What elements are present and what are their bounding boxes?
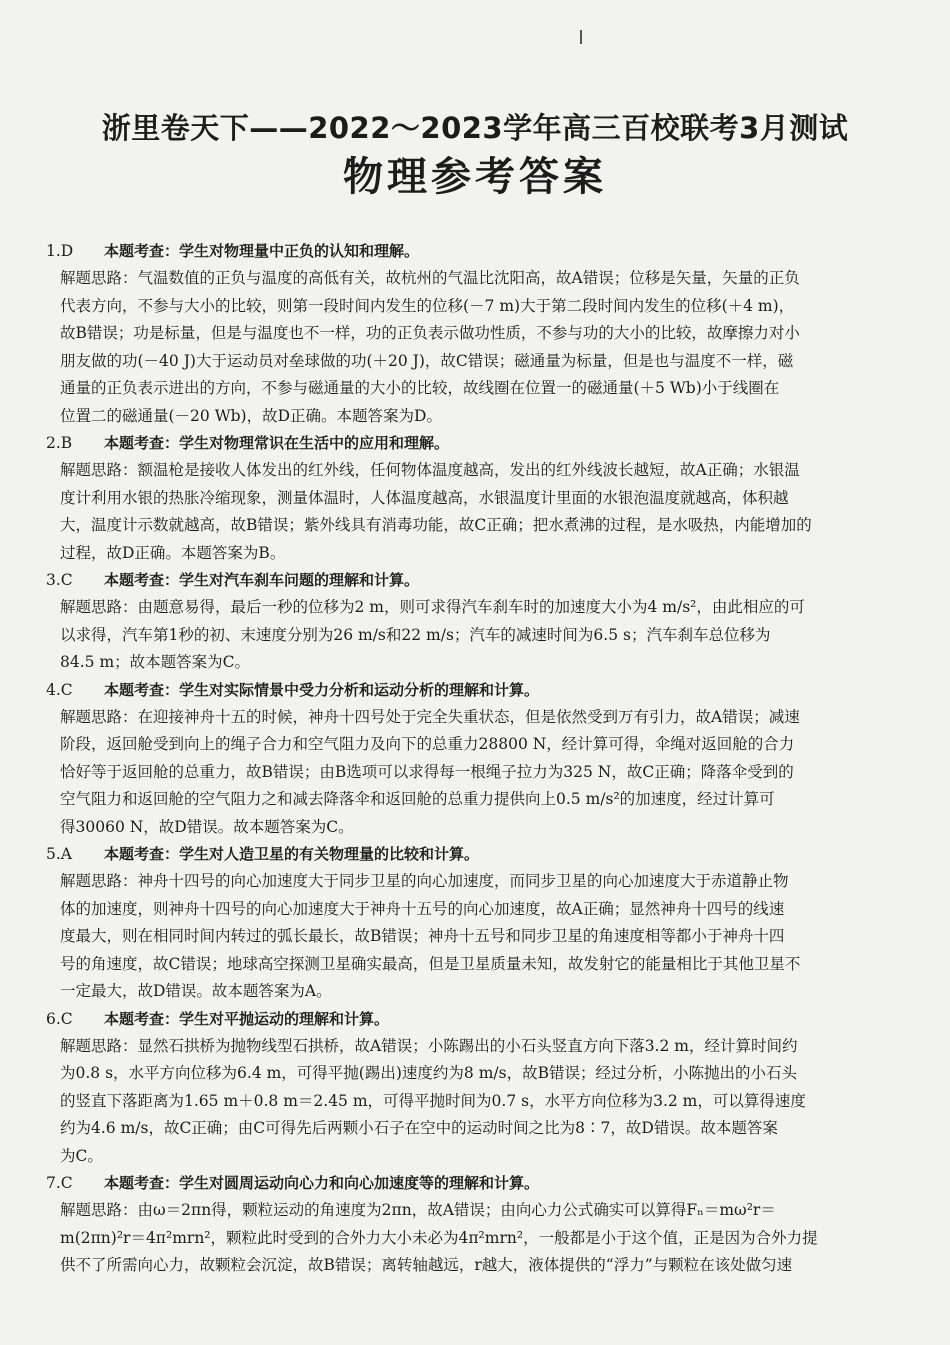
top-tick-mark [580, 30, 582, 44]
answer-focus: 本题考查：学生对圆周运动向心力和向心加速度等的理解和计算。 [104, 1174, 540, 1192]
explanation-line: 通量的正负表示进出的方向，不参与磁通量的大小的比较，故线圈在位置一的磁通量(＋5 Wb)小于线圈在 [60, 379, 780, 397]
document-header [0, 108, 950, 204]
explanation-line: 为C。 [60, 1146, 103, 1165]
answer-list [46, 238, 916, 1280]
explanation-line: 约为4.6 m/s，故C正确；由C可得先后两颗小石子在空中的运动时间之比为8∶7，故D错误。故本题答案 [60, 1119, 778, 1137]
answer-focus: 本题考查：学生对人造卫星的有关物理量的比较和计算。 [104, 845, 480, 863]
answer-explanation [46, 868, 916, 1006]
answer-number: 4.C [46, 680, 73, 699]
explanation-line: 84.5 m；故本题答案为C。 [60, 653, 250, 671]
explanation-line: 解题思路：在迎接神舟十五的时候，神舟十四号处于完全失重状态，但是依然受到万有引力，故A错误；减速 [60, 707, 800, 726]
answer-explanation [46, 265, 916, 430]
answer-item-header [46, 1006, 916, 1033]
answer-item [46, 1170, 916, 1280]
explanation-line: 空气阻力和返回舱的空气阻力之和减去降落伞和返回舱的总重力提供向上0.5 m/s²的加速度，经过计算可 [60, 790, 775, 808]
answer-focus: 本题考查：学生对汽车刹车问题的理解和计算。 [104, 571, 420, 589]
answer-explanation [46, 457, 916, 567]
answer-number: 5.A [46, 845, 72, 863]
explanation-line: 为0.8 s，水平方向位移为6.4 m，可得平抛(踢出)速度约为8 m/s，故B错误；经过分析，小陈抛出的小石头 [60, 1064, 797, 1082]
answer-focus: 本题考查：学生对实际情景中受力分析和运动分析的理解和计算。 [104, 680, 540, 699]
answer-item [46, 677, 916, 842]
answer-item-header [46, 567, 916, 594]
explanation-line: 代表方向，不参与大小的比较，则第一段时间内发生的位移(－7 m)大于第二段时间内发生的位移(＋4 m)， [60, 296, 795, 315]
answer-number: 7.C [46, 1174, 73, 1192]
explanation-line: 度计利用水银的热胀冷缩现象，测量体温时，人体温度越高，水银温度计里面的水银泡温度就越高，体积越 [60, 488, 789, 507]
explanation-line: 的竖直下落距离为1.65 m＋0.8 m＝2.45 m，可得平抛时间为0.7 s，水平方向位移为3.2 m，可以算得速度 [60, 1091, 806, 1110]
answer-item [46, 841, 916, 1006]
explanation-line: m(2πn)²r＝4π²mrn²，颗粒此时受到的合外力大小未必为4π²mrn²，一般都是小于这个值，正是因为合外力提 [60, 1228, 818, 1247]
answer-explanation [46, 704, 916, 842]
explanation-line: 解题思路：显然石拱桥为抛物线型石拱桥，故A错误；小陈踢出的小石头竖直方向下落3.2 m，经计算时间约 [60, 1036, 798, 1055]
answer-focus: 本题考查：学生对平抛运动的理解和计算。 [104, 1009, 390, 1028]
answer-explanation [46, 1033, 916, 1171]
answer-item-header [46, 677, 916, 704]
explanation-line: 阶段，返回舱受到向上的绳子合力和空气阻力及向下的总重力28800 N，经计算可得，伞绳对返回舱的合力 [60, 735, 795, 753]
answer-number: 3.C [46, 571, 73, 589]
answer-number: 2.B [46, 434, 73, 452]
explanation-line: 解题思路：由ω＝2πn得，颗粒运动的角速度为2πn，故A错误；由向心力公式确实可以算得Fₙ＝mω²r＝ [60, 1201, 776, 1219]
explanation-line: 解题思路：额温枪是接收人体发出的红外线，任何物体温度越高，发出的红外线波长越短，故A正确；水银温 [60, 461, 800, 479]
explanation-line: 号的角速度，故C错误；地球高空探测卫星确实最高，但是卫星质量未知，故发射它的能量相比于其他卫星不 [60, 954, 801, 973]
explanation-line: 供不了所需向心力，故颗粒会沉淀，故B错误；离转轴越远，r越大，液体提供的“浮力”与颗粒在该处做匀速 [60, 1256, 793, 1274]
explanation-line: 解题思路：由题意易得，最后一秒的位移为2 m，则可求得汽车刹车时的加速度大小为4 m/s²，由此相应的可 [60, 598, 805, 616]
answer-item-header [46, 238, 916, 265]
answer-item-header [46, 841, 916, 868]
document-title: 浙里卷天下——2022～2023学年高三百校联考3月测试 [101, 111, 849, 145]
answer-focus: 本题考查：学生对物理常识在生活中的应用和理解。 [104, 434, 450, 452]
explanation-line: 一定最大，故D错误。故本题答案为A。 [60, 982, 332, 1000]
answer-item-header [46, 430, 916, 457]
explanation-line: 朋友做的功(－40 J)大于运动员对垒球做的功(＋20 J)，故C错误；磁通量为标量，但是也与温度不一样，磁 [60, 351, 794, 370]
explanation-line: 以求得，汽车第1秒的初、末速度分别为26 m/s和22 m/s；汽车的减速时间为6.5 s；汽车刹车总位移为 [60, 625, 771, 644]
explanation-line: 得30060 N，故D错误。故本题答案为C。 [60, 817, 354, 836]
answer-explanation [46, 1197, 916, 1280]
explanation-line: 大，温度计示数就越高，故B错误；紫外线具有消毒功能，故C正确；把水煮沸的过程，是水吸热，内能增加的 [60, 516, 812, 534]
answer-item [46, 430, 916, 567]
explanation-line: 解题思路：气温数值的正负与温度的高低有关，故杭州的气温比沈阳高，故A错误；位移是矢量，矢量的正负 [60, 269, 800, 287]
answer-number: 6.C [46, 1009, 73, 1028]
explanation-line: 恰好等于返回舱的总重力，故B错误；由B选项可以求得每一根绳子拉力为325 N，故C正确；降落伞受到的 [60, 762, 794, 781]
explanation-line: 度最大，则在相同时间内转过的弧长最长，故B错误；神舟十五号和同步卫星的角速度相等都小于神舟十四 [60, 927, 785, 945]
explanation-line: 位置二的磁通量(－20 Wb)，故D正确。本题答案为D。 [60, 406, 442, 425]
explanation-line: 体的加速度，则神舟十四号的向心加速度大于神舟十五号的向心加速度，故A正确；显然神舟十四号的线速 [60, 899, 785, 918]
explanation-line: 过程，故D正确。本题答案为B。 [60, 543, 286, 562]
answer-item-header [46, 1170, 916, 1197]
answer-item [46, 567, 916, 677]
answer-explanation [46, 594, 916, 677]
explanation-line: 解题思路：神舟十四号的向心加速度大于同步卫星的向心加速度，而同步卫星的向心加速度大于赤道静止物 [60, 872, 789, 890]
answer-item [46, 1006, 916, 1171]
explanation-line: 故B错误；功是标量，但是与温度也不一样，功的正负表示做功性质，不参与功的大小的比较，故摩擦力对小 [60, 324, 800, 342]
answer-item [46, 238, 916, 430]
document-subtitle: 物理参考答案 [343, 154, 607, 200]
answer-number: 1.D [46, 242, 74, 260]
answer-focus: 本题考查：学生对物理量中正负的认知和理解。 [104, 242, 420, 260]
